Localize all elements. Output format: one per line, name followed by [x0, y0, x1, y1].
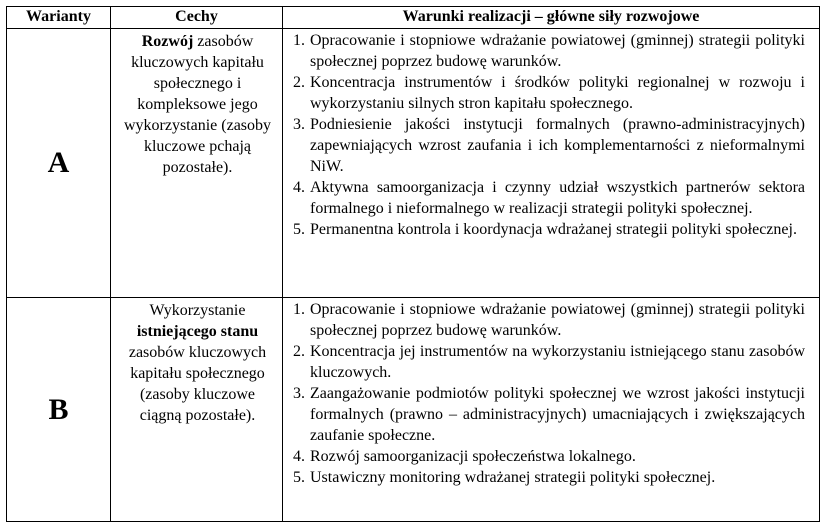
warunki-list-b — [283, 299, 819, 488]
cechy-bold-a: Rozwój — [141, 33, 194, 50]
warunki-list-a — [283, 30, 819, 240]
list-item: 1. Opracowanie i stopniowe wdrażanie powiatowej (gminnej) strategii polityki społecznej poprzez budowę warunków. — [293, 32, 805, 70]
cechy-text-b: zasobów kluczowych kapitału społecznego (zasoby kluczowe ciągną pozostałe). — [128, 344, 267, 424]
header-row — [7, 7, 820, 29]
list-item: 1. Opracowanie i stopniowe wdrażanie powiatowej (gminnej) strategii polityki społecznej poprzez budowę warunków. — [293, 301, 805, 339]
warunki-cell-b — [283, 298, 820, 522]
header-cechy: Cechy — [111, 7, 283, 29]
cechy-cell-a — [111, 29, 283, 298]
header-warunki: Warunki realizacji – główne siły rozwojowe — [283, 7, 820, 29]
warunki-cell-a — [283, 29, 820, 298]
header-warianty: Warianty — [7, 7, 111, 29]
variants-table — [6, 6, 820, 522]
list-item: 4. Rozwój samoorganizacji społeczeństwa lokalnego. — [293, 448, 636, 465]
list-item: 5. Permanentna kontrola i koordynacja wdrażanej strategii polityki społecznej. — [293, 221, 797, 238]
variant-label-a: A — [7, 29, 111, 298]
list-item: 5. Ustawiczny monitoring wdrażanej strategii polityki społecznej. — [293, 469, 716, 486]
list-item: 3. Podniesienie jakości instytucji formalnych (prawno-administracyjnych) zapewniających wzrost zaufania i ich komplementarności z nieformalnymi NiW. — [293, 116, 805, 175]
table-row-a — [7, 29, 820, 298]
table-row-b — [7, 298, 820, 522]
cechy-text-a: zasobów kluczowych kapitału społecznego i kompleksowe jego wykorzystanie (zasoby kluczowe pchają pozostałe). — [123, 33, 272, 176]
cechy-bold-b: istniejącego stanu — [136, 323, 259, 340]
list-item: 2. Koncentracja jej instrumentów na wykorzystaniu istniejącego stanu zasobów kluczowych. — [293, 343, 805, 381]
cechy-cell-b — [111, 298, 283, 522]
list-item: 3. Zaangażowanie podmiotów polityki społecznej we wzrost jakości instytucji formalnych (prawno – administracyjnych) umacniających i zwiększających zaufanie społeczne. — [293, 385, 805, 444]
list-item: 4. Aktywna samoorganizacja i czynny udział wszystkich partnerów sektora formalnego i nieformalnego w realizacji strategii polityki społecznej. — [293, 179, 805, 217]
list-item: 2. Koncentracja instrumentów i środków polityki regionalnej w rozwoju i wykorzystaniu silnych stron kapitału społecznego. — [293, 74, 805, 112]
cechy-pre-b: Wykorzystanie — [149, 302, 246, 319]
variant-label-b: B — [7, 298, 111, 522]
